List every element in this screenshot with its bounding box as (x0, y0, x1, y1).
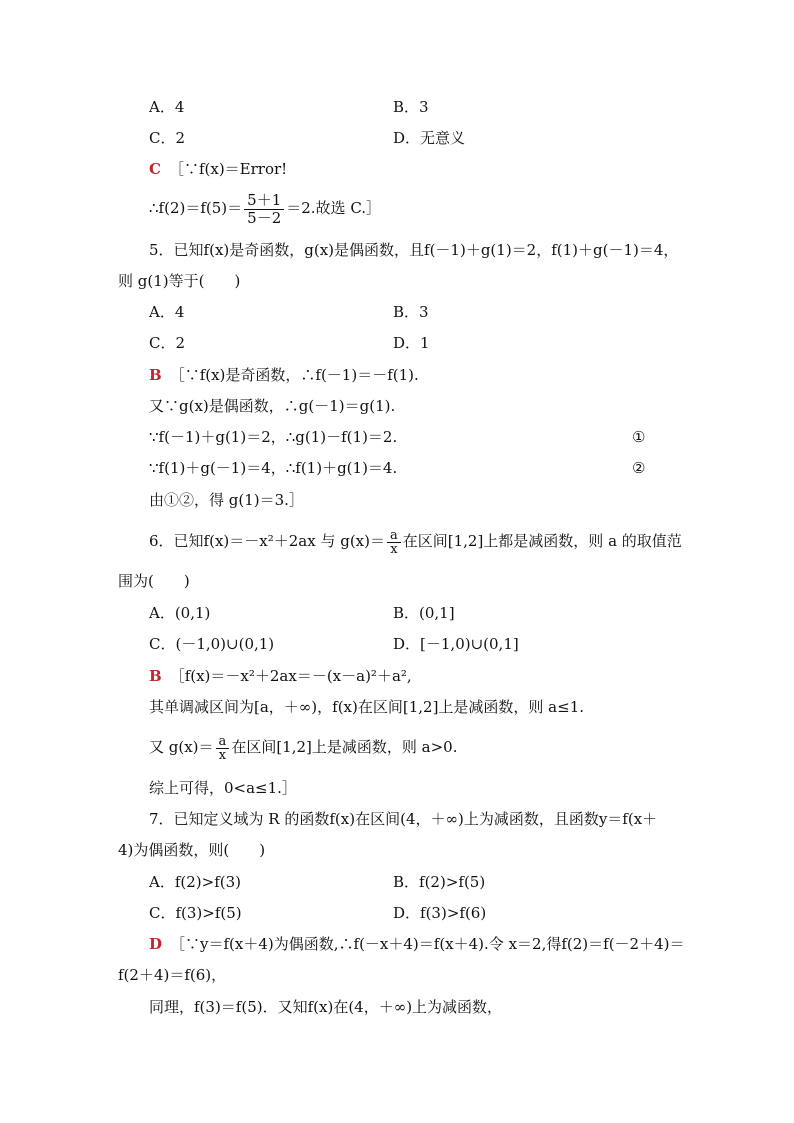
q7-option-d: D．f(3)>f(6) (393, 904, 487, 922)
q5-options-row-2 (149, 333, 430, 353)
q6-solution-fraction-numerator: a (216, 735, 230, 749)
q7-answer-letter: D (149, 935, 163, 953)
q4-solution-text: ［∵f(x)＝Error! (168, 160, 288, 178)
q6-option-a: A．(0,1) (149, 604, 211, 622)
q4-fraction-numerator: 5＋1 (244, 192, 284, 210)
q4-solution-post: ＝2.故选 C.］ (286, 199, 382, 217)
q6-solution-line-1 (149, 666, 412, 686)
q7-option-b: B．f(2)>f(5) (393, 873, 486, 891)
q5-solution-line-1 (149, 365, 419, 385)
q5-solution-line-4 (149, 458, 669, 478)
q4-option-c: C．2 (149, 129, 186, 147)
q6-solution-line-2: 其单调减区间为[a，＋∞)，f(x)在区间[1,2]上是减函数，则 a≤1. (149, 698, 585, 716)
q5-option-a: A．4 (149, 303, 185, 321)
q6-option-c: C．(－1,0)∪(0,1) (149, 635, 275, 653)
q5-solution-text-4: ∵f(1)＋g(－1)＝4，∴f(1)＋g(1)＝4. (149, 459, 398, 477)
q7-options-row-1 (149, 872, 486, 892)
q5-solution-text-3: ∵f(－1)＋g(1)＝2，∴g(1)－f(1)＝2. (149, 428, 398, 446)
q5-option-c: C．2 (149, 334, 186, 352)
q6-stem-pre: 6．已知f(x)＝－x²＋2ax 与 g(x)＝ (149, 532, 385, 550)
q4-fraction (244, 192, 284, 227)
q6-option-b: B．(0,1] (393, 604, 455, 622)
q5-options-row-1 (149, 302, 429, 322)
q5-option-d: D．1 (393, 334, 430, 352)
q5-solution-line-5: 由①②，得 g(1)＝3.］ (149, 491, 304, 509)
q5-equation-mark-2: ② (632, 459, 646, 477)
q6-solution-text-1: ［f(x)＝－x²＋2ax＝－(x－a)²＋a², (169, 667, 412, 685)
q6-fraction-denominator: x (390, 541, 398, 557)
q5-solution-line-3 (149, 427, 669, 447)
q7-stem-line-2: 4)为偶函数，则( ) (118, 841, 266, 859)
q7-solution-line-1 (149, 934, 685, 954)
q5-option-b: B．3 (393, 303, 429, 321)
q6-solution-fraction (216, 735, 230, 762)
q6-solution-line-4: 综上可得，0<a≤1.］ (149, 779, 297, 797)
q4-solution-line-2 (149, 190, 381, 227)
q6-stem-line-2: 围为( ) (118, 572, 190, 590)
q4-solution-pre: ∴f(2)＝f(5)＝ (149, 199, 243, 217)
q4-fraction-denominator: 5－2 (247, 208, 282, 227)
q5-solution-line-2: 又∵g(x)是偶函数，∴g(－1)＝g(1). (149, 397, 396, 415)
q4-option-d: D．无意义 (393, 129, 466, 147)
q5-stem-line-1: 5．已知f(x)是奇函数，g(x)是偶函数，且f(－1)＋g(1)＝2，f(1)＋g(－1)＝4， (149, 241, 679, 259)
q7-option-c: C．f(3)>f(5) (149, 904, 242, 922)
q6-solution-line-3 (149, 730, 457, 764)
q5-answer-letter: B (149, 366, 162, 384)
q6-option-d: D．[－1,0)∪(0,1] (393, 635, 519, 653)
q6-solution-pre: 又 g(x)＝ (149, 738, 214, 756)
q6-solution-post: 在区间[1,2]上是减函数，则 a>0. (231, 738, 458, 756)
q5-equation-mark-1: ① (632, 428, 646, 446)
q4-options-row-1 (149, 97, 429, 117)
q5-stem-line-2: 则 g(1)等于( ) (118, 272, 241, 290)
q6-fraction (387, 529, 401, 556)
q6-answer-letter: B (149, 667, 162, 685)
q5-solution-text-1: ［∵f(x)是奇函数，∴f(－1)＝－f(1). (169, 366, 419, 384)
q4-options-row-2 (149, 128, 466, 148)
q6-fraction-numerator: a (387, 529, 401, 543)
q7-solution-text-1: ［∵y＝f(x＋4)为偶函数,∴f(－x＋4)＝f(x＋4).令 x＝2,得f(2)＝f(－2＋4)＝ (170, 935, 685, 953)
q7-stem-line-1: 7．已知定义域为 R 的函数f(x)在区间(4，＋∞)上为减函数，且函数y＝f(x＋ (149, 810, 658, 828)
q6-options-row-1 (149, 603, 455, 623)
q4-solution-line-1 (149, 159, 287, 179)
q7-solution-line-3: 同理，f(3)＝f(5)．又知f(x)在(4，＋∞)上为减函数， (149, 998, 503, 1016)
q6-options-row-2 (149, 634, 519, 654)
q6-solution-fraction-denominator: x (218, 747, 227, 763)
q7-option-a: A．f(2)>f(3) (149, 873, 241, 891)
q6-stem-line-1 (149, 524, 682, 558)
q7-options-row-2 (149, 903, 487, 923)
q4-option-b: B．3 (393, 98, 429, 116)
q4-option-a: A．4 (149, 98, 185, 116)
q7-solution-line-2: f(2＋4)＝f(6)， (118, 966, 227, 984)
q6-stem-post: 在区间[1,2]上都是减函数，则 a 的取值范 (402, 532, 682, 550)
q4-answer-letter: C (149, 160, 161, 178)
